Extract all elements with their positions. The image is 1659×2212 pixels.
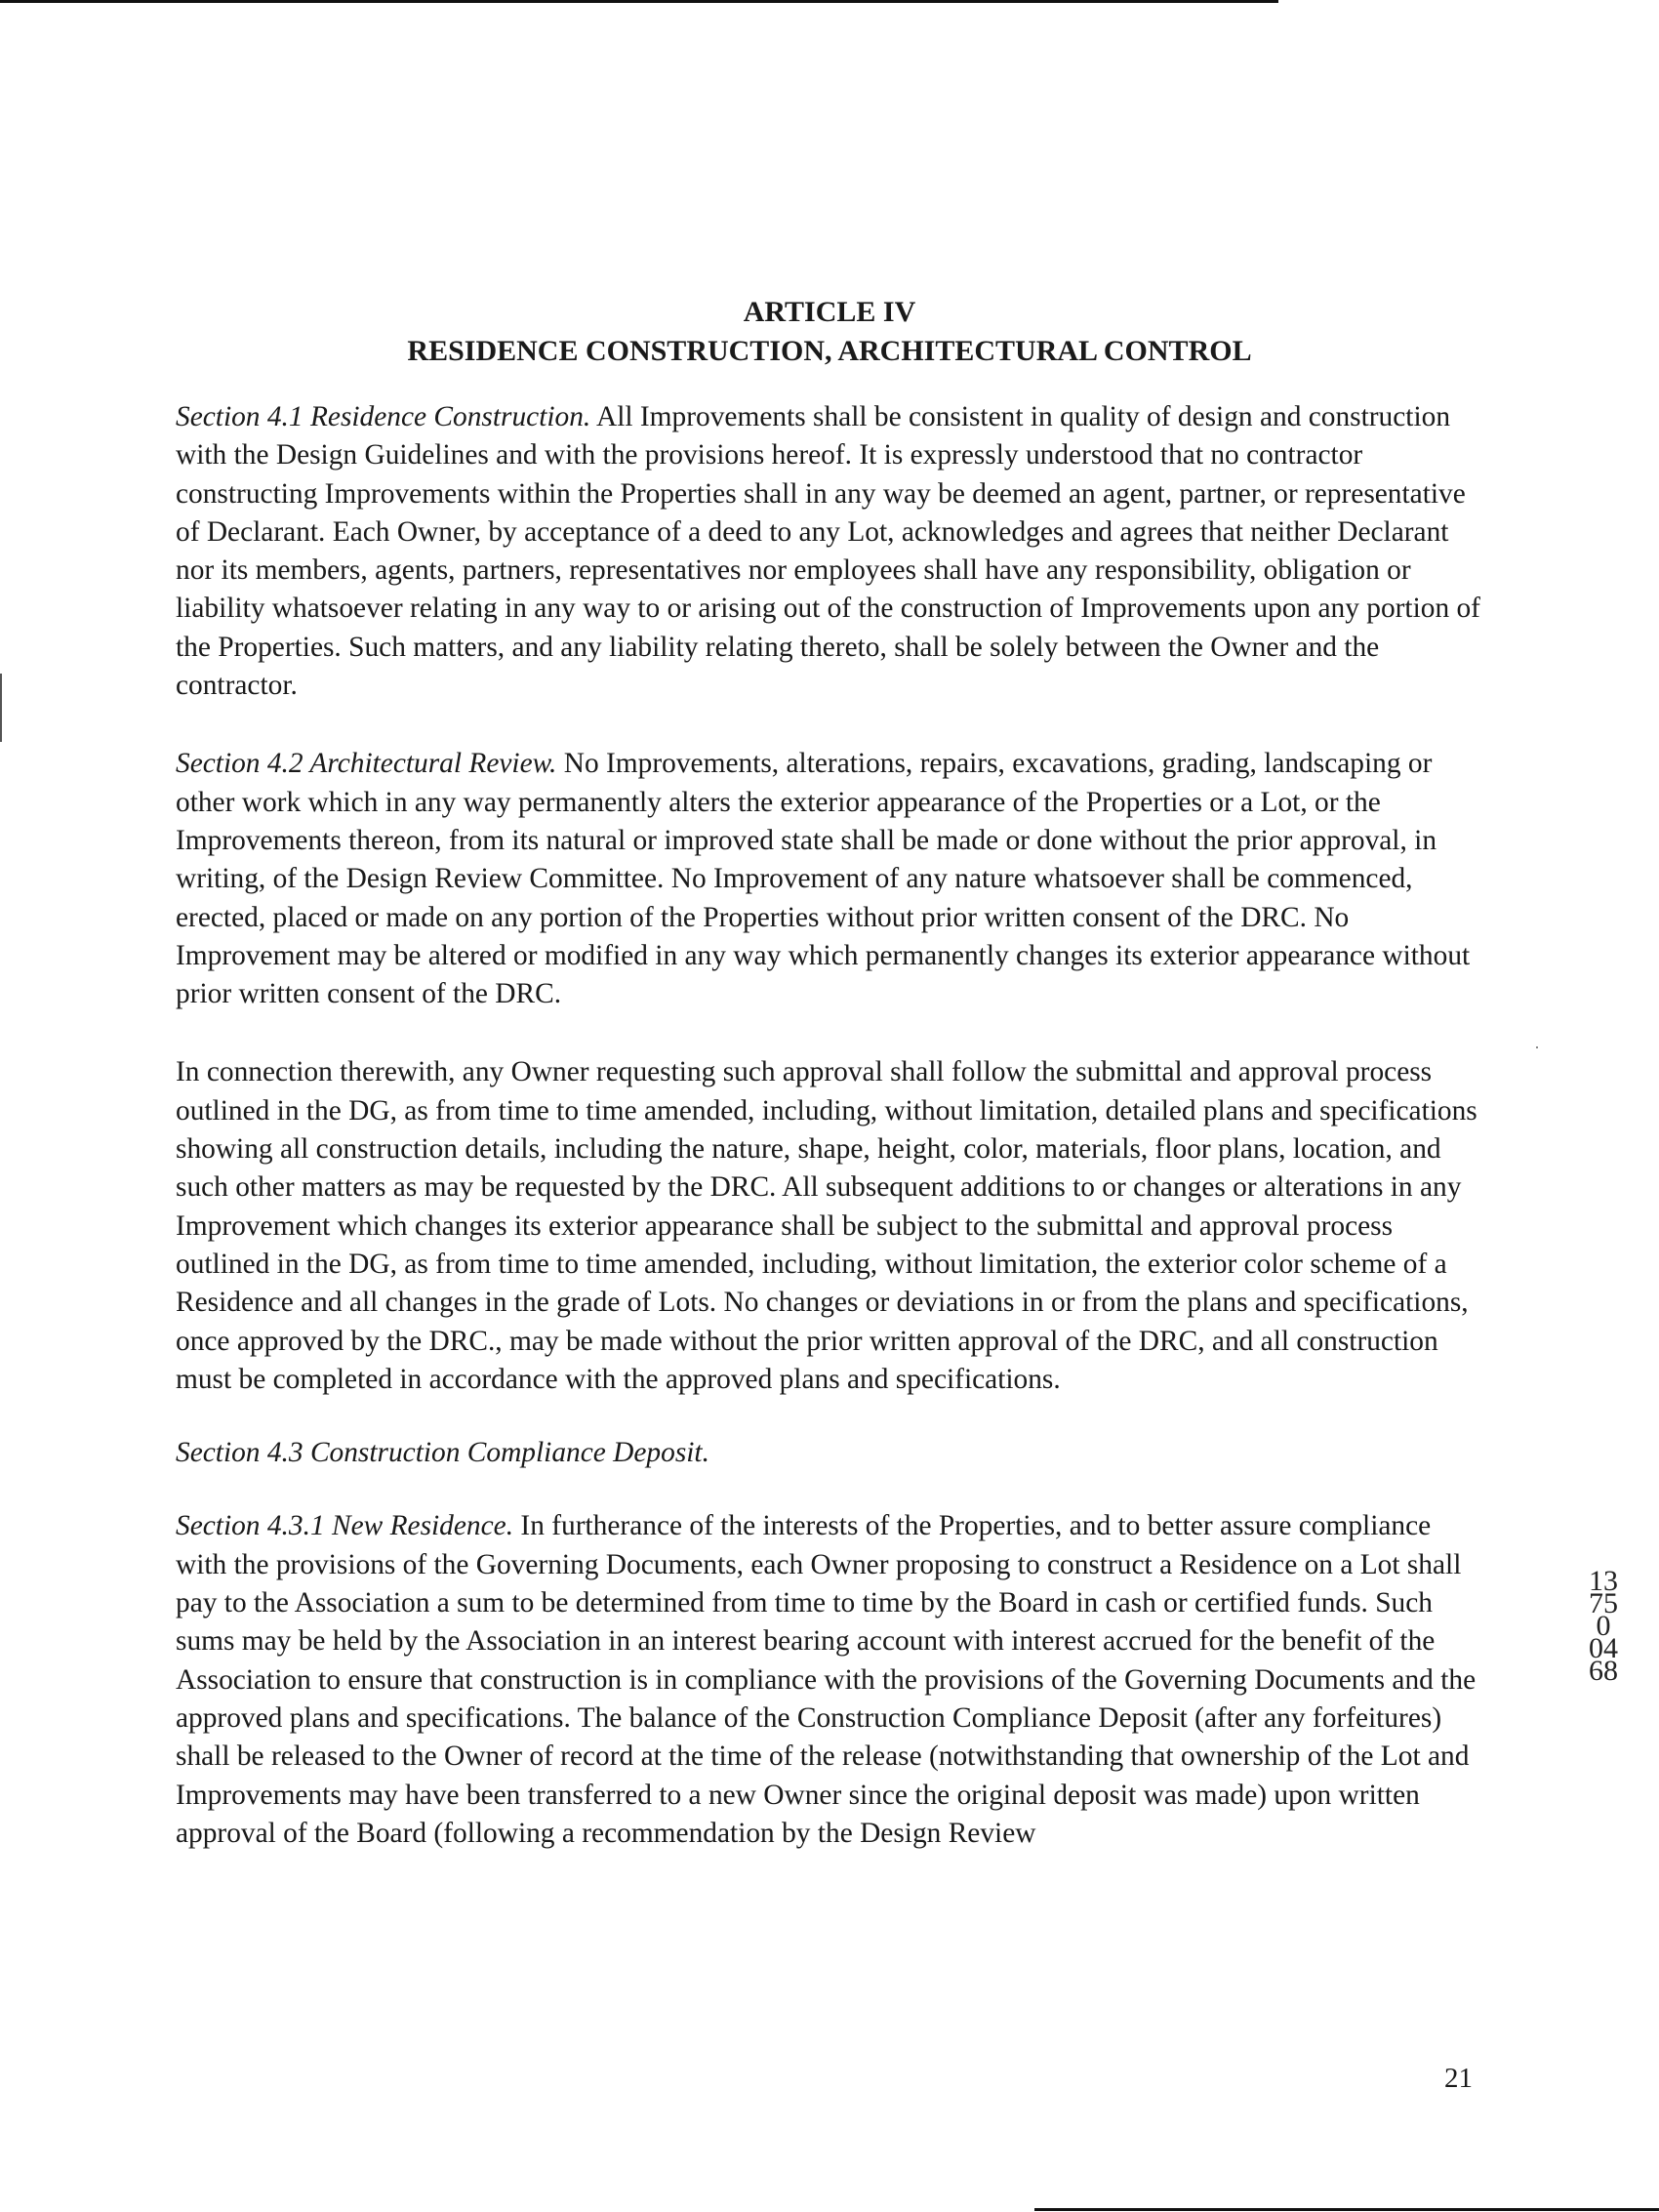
article-number: ARTICLE IV (743, 296, 916, 328)
document-code-text: 13750 0468 (1589, 1565, 1618, 1687)
vertical-document-code (1589, 1565, 1618, 1687)
section-4-3-paragraph (176, 1434, 1483, 1472)
section-4-3-1-title: Section 4.3.1 New Residence. (176, 1510, 514, 1542)
scan-border-top (0, 0, 1278, 3)
article-heading (176, 293, 1483, 371)
scan-speck (1536, 1046, 1538, 1048)
section-4-3-1-paragraph (176, 1507, 1483, 1853)
section-4-1-title: Section 4.1 Residence Construction. (176, 401, 591, 432)
section-4-2-body: No Improvements, alterations, repairs, excavations, grading, landscaping or other work which in any way permanently alters the exterior appearance of the Properties or a Lot, or the Improvements thereon, from its natural or improved state shall be made or done without the prior approval, in writing, of the Design Review Committee. No Improvement of any nature whatsoever shall be commenced, erected, placed or made on any portion of the Properties without prior written consent of the DRC. No Improvement may be altered or modified in any way which permanently changes its exterior appearance without prior written consent of the DRC. (176, 748, 1471, 1010)
page-number: 21 (1444, 2063, 1473, 2094)
section-4-1-body: All Improvements shall be consistent in quality of design and construction with the Design Guidelines and with the provisions hereof. It is expressly understood that no contractor constructing Improvements within the Properties shall in any way be deemed an agent, partner, or representative of Declarant. Each Owner, by acceptance of a deed to any Lot, acknowledges and agrees that neither Declarant nor its members, agents, partners, representatives nor employees shall have any responsibility, obligation or liability whatsoever relating in any way to or arising out of the construction of Improvements upon any portion of the Properties. Such matters, and any liability relating thereto, shall be solely between the Owner and the contractor. (176, 401, 1480, 702)
section-4-2-paragraph (176, 745, 1483, 1013)
section-4-3-title: Section 4.3 Construction Compliance Deposit. (176, 1437, 709, 1469)
document-page (176, 293, 1483, 1893)
section-4-1-paragraph (176, 398, 1483, 705)
section-4-2-continuation-paragraph (176, 1053, 1483, 1399)
section-4-3-1-body: In furtherance of the interests of the Properties, and to better assure compliance with the provisions of the Governing Documents, each Owner proposing to construct a Residence on a Lot shall pay to the Association a sum to be determined from time to time by the Board in cash or certified funds. Such sums may be held by the Association in an interest bearing account with interest accrued for the benefit of the Association to ensure that construction is in compliance with the provisions of the Governing Documents and the approved plans and specifications. The balance of the Construction Compliance Deposit (after any forfeitures) shall be released to the Owner of record at the time of the release (notwithstanding that ownership of the Lot and Improvements may have been transferred to a new Owner since the original deposit was made) upon written approval of the Board (following a recommendation by the Design Review (176, 1510, 1477, 1849)
article-title: RESIDENCE CONSTRUCTION, ARCHITECTURAL CONTROL (407, 335, 1252, 367)
scan-edge-left (0, 674, 2, 742)
section-4-2-continuation-body: In connection therewith, any Owner requesting such approval shall follow the submittal and approval process outlined in the DG, as from time to time amended, including, without limitation, detailed plans and specifications showing all construction details, including the nature, shape, height, color, materials, floor plans, location, and such other matters as may be requested by the DRC. All subsequent additions to or changes or alterations in any Improvement which changes its exterior appearance shall be subject to the submittal and approval process outlined in the DG, as from time to time amended, including, without limitation, the exterior color scheme of a Residence and all changes in the grade of Lots. No changes or deviations in or from the plans and specifications, once approved by the DRC., may be made without the prior written approval of the DRC, and all construction must be completed in accordance with the approved plans and specifications. (176, 1056, 1477, 1395)
scan-border-bottom (1034, 2208, 1659, 2211)
section-4-2-title: Section 4.2 Architectural Review. (176, 748, 557, 780)
